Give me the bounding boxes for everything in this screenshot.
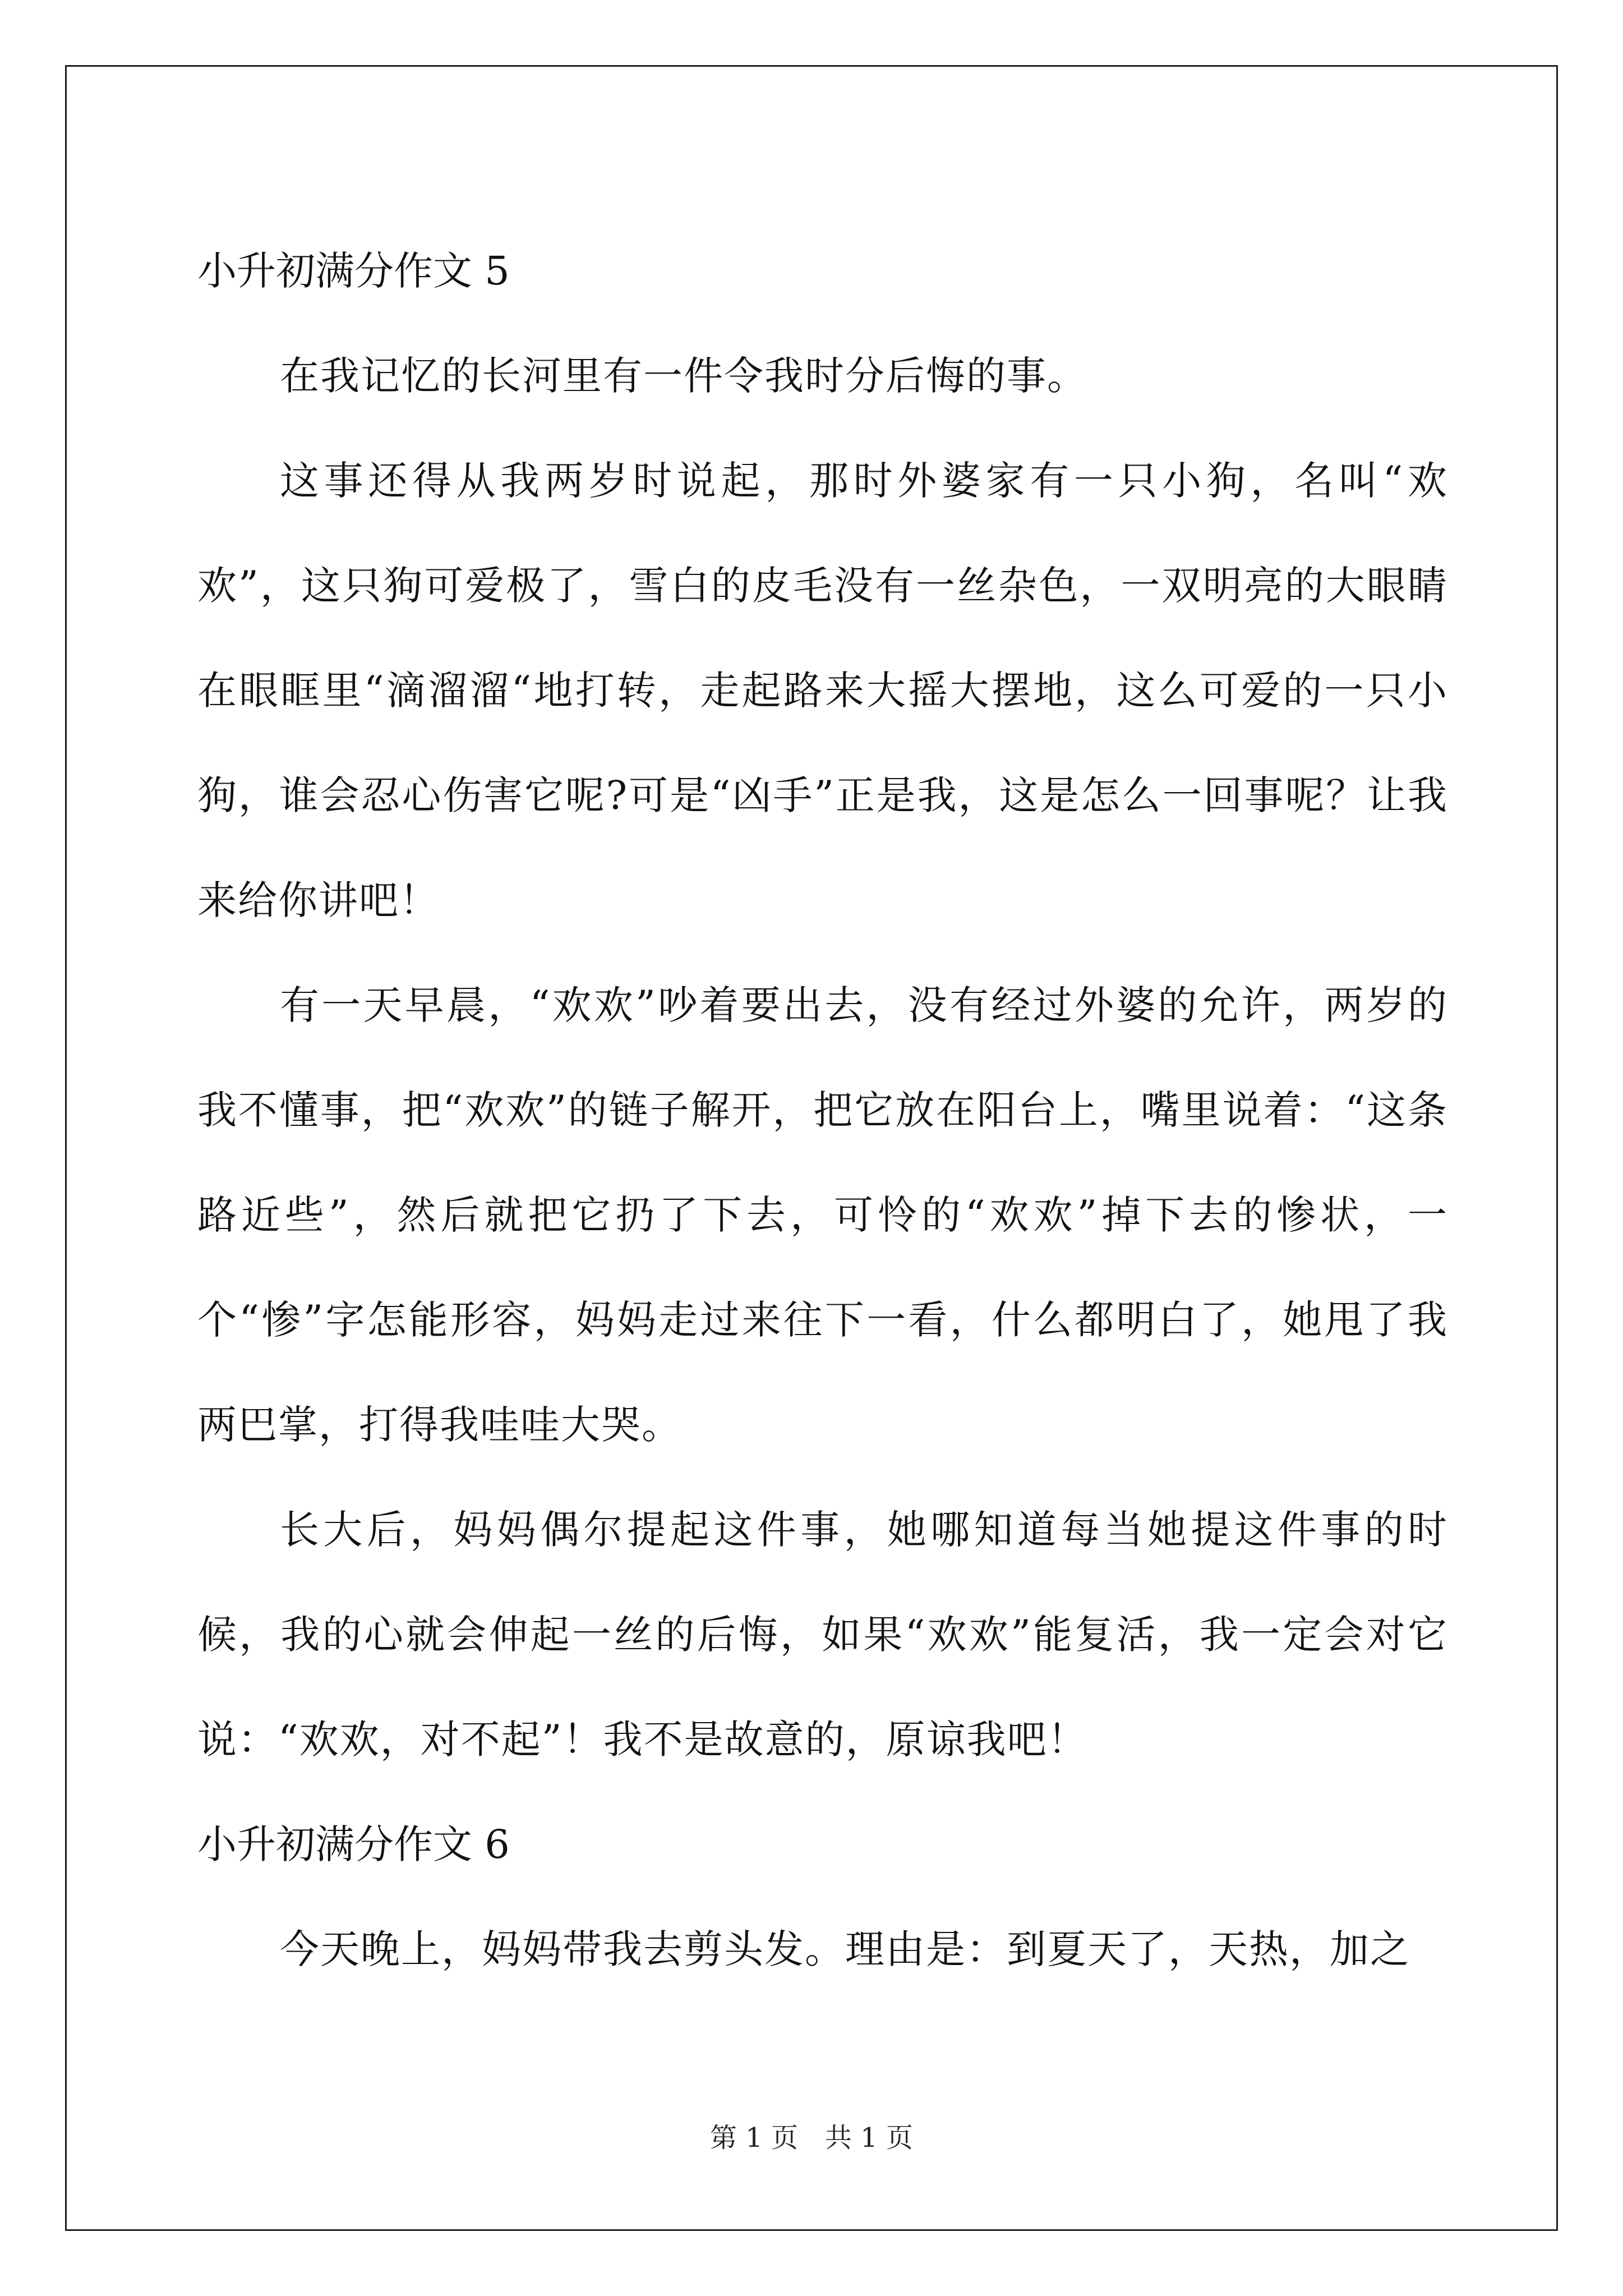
essay-paragraph: 长大后，妈妈偶尔提起这件事，她哪知道每当她提这件事的时候，我的心就会伸起一丝的后悔，如果“欢欢”能复活，我一定会对它说：“欢欢，对不起”！我不是故意的，原谅我吧！ bbox=[197, 1507, 1448, 1763]
essay-paragraph: 这事还得从我两岁时说起，那时外婆家有一只小狗，名叫“欢欢”，这只狗可爱极了，雪白的皮毛没有一丝杂色，一双明亮的大眼睛在眼眶里“滴溜溜“地打转，走起路来大摇大摆地，这么可爱的一只小狗，谁会忍心伤害它呢?可是“凶手”正是我，这是怎么一回事呢？让我来给你讲吧！ bbox=[197, 458, 1448, 923]
essay-paragraph: 在我记忆的长河里有一件令我时分后悔的事。 bbox=[280, 353, 1087, 399]
essay-paragraph: 今天晚上，妈妈带我去剪头发。理由是：到夏天了，天热，加之 bbox=[280, 1926, 1410, 1972]
essay-heading-6: 小升初满分作文 6 bbox=[197, 1821, 510, 1867]
document-body bbox=[197, 219, 1448, 2002]
essay-paragraph: 有一天早晨，“欢欢”吵着要出去，没有经过外婆的允许，两岁的我不懂事，把“欢欢”的链子解开，把它放在阳台上，嘴里说着：“这条路近些”，然后就把它扔了下去，可怜的“欢欢”掉下去的惨状，一个“惨”字怎能形容，妈妈走过来往下一看，什么都明白了，她甩了我两巴掌，打得我哇哇大哭。 bbox=[197, 982, 1448, 1448]
page-number-footer: 第 1 页 共 1 页 bbox=[709, 2122, 914, 2154]
essay-heading-5: 小升初满分作文 5 bbox=[197, 248, 510, 294]
